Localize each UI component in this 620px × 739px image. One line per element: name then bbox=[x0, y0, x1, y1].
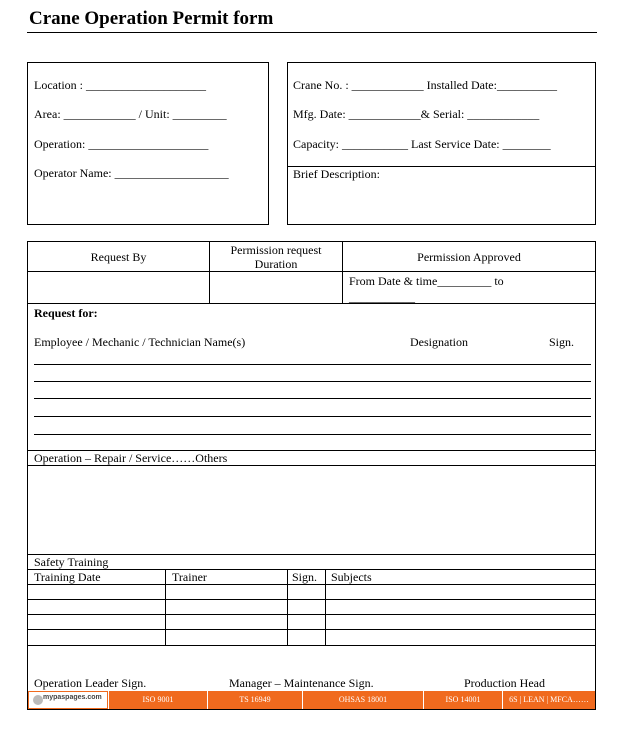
employee-entry-line[interactable] bbox=[34, 381, 591, 382]
footer-item: OHSAS 18001 bbox=[302, 691, 423, 709]
safety-row-rule bbox=[28, 645, 595, 646]
safety-training-heading: Safety Training bbox=[34, 555, 109, 569]
site-logo bbox=[28, 691, 108, 709]
employee-entry-line[interactable] bbox=[34, 398, 591, 399]
manager-maintenance-sign[interactable]: Manager – Maintenance Sign. bbox=[229, 676, 374, 690]
capacity-field[interactable]: Capacity: ___________ Last Service Date: ________ bbox=[293, 137, 551, 151]
brief-description-field[interactable]: Brief Description: bbox=[293, 167, 380, 181]
footer-item: ISO 9001 bbox=[108, 691, 207, 709]
safety-col-divider bbox=[325, 569, 326, 645]
footer-item: 6S | LEAN | MFCA…… bbox=[502, 691, 595, 709]
footer-item: TS 16949 bbox=[207, 691, 302, 709]
training-date-header: Training Date bbox=[34, 570, 101, 584]
duration-header-line2: Duration bbox=[254, 257, 298, 271]
safety-row-rule bbox=[28, 629, 595, 630]
trainer-header: Trainer bbox=[172, 570, 207, 584]
safety-col-divider bbox=[287, 569, 288, 645]
page-title: Crane Operation Permit form bbox=[29, 8, 274, 29]
request-for-heading: Request for: bbox=[34, 306, 98, 320]
logo-text: mypaspages.com bbox=[43, 694, 102, 701]
operator-name-field[interactable]: Operator Name: ___________________ bbox=[34, 166, 229, 180]
sign-header: Sign. bbox=[292, 570, 318, 584]
mfg-date-field[interactable]: Mfg. Date: ____________& Serial: ____________ bbox=[293, 107, 540, 121]
operation-leader-sign[interactable]: Operation Leader Sign. bbox=[34, 676, 147, 690]
safety-col-divider bbox=[165, 569, 166, 645]
sign-label: Sign. bbox=[549, 335, 575, 349]
employee-entry-line[interactable] bbox=[34, 416, 591, 417]
employee-label: Employee / Mechanic / Technician Name(s) bbox=[34, 335, 246, 349]
operation-field[interactable]: Operation: ____________________ bbox=[34, 137, 209, 151]
safety-top-rule bbox=[28, 554, 595, 555]
request-table-bottom bbox=[28, 303, 595, 304]
safety-row-rule bbox=[28, 599, 595, 600]
employee-entry-line[interactable] bbox=[34, 364, 591, 365]
location-field[interactable]: Location : ____________________ bbox=[34, 78, 206, 92]
operation-section-label: Operation – Repair / Service……Others bbox=[34, 451, 228, 465]
request-by-header: Request By bbox=[90, 250, 147, 264]
operation-notes-area[interactable] bbox=[28, 466, 595, 554]
duration-header-line1: Permission request bbox=[230, 243, 322, 257]
title-divider bbox=[27, 32, 597, 33]
employee-entry-line[interactable] bbox=[34, 434, 591, 435]
to-date-field[interactable]: ___________ bbox=[349, 290, 415, 304]
footer-bar bbox=[28, 691, 595, 709]
footer-item: ISO 14001 bbox=[423, 691, 502, 709]
production-head-sign[interactable]: Production Head bbox=[464, 676, 545, 690]
crane-no-field[interactable]: Crane No. : ____________ Installed Date:__________ bbox=[293, 78, 557, 92]
area-unit-field[interactable]: Area: ____________ / Unit: _________ bbox=[34, 107, 227, 121]
safety-row-rule bbox=[28, 614, 595, 615]
from-date-field[interactable]: From Date & time_________ to bbox=[349, 274, 504, 288]
subjects-header: Subjects bbox=[331, 570, 372, 584]
designation-label: Designation bbox=[410, 335, 468, 349]
approved-header: Permission Approved bbox=[417, 250, 521, 264]
logo-icon bbox=[33, 695, 43, 705]
